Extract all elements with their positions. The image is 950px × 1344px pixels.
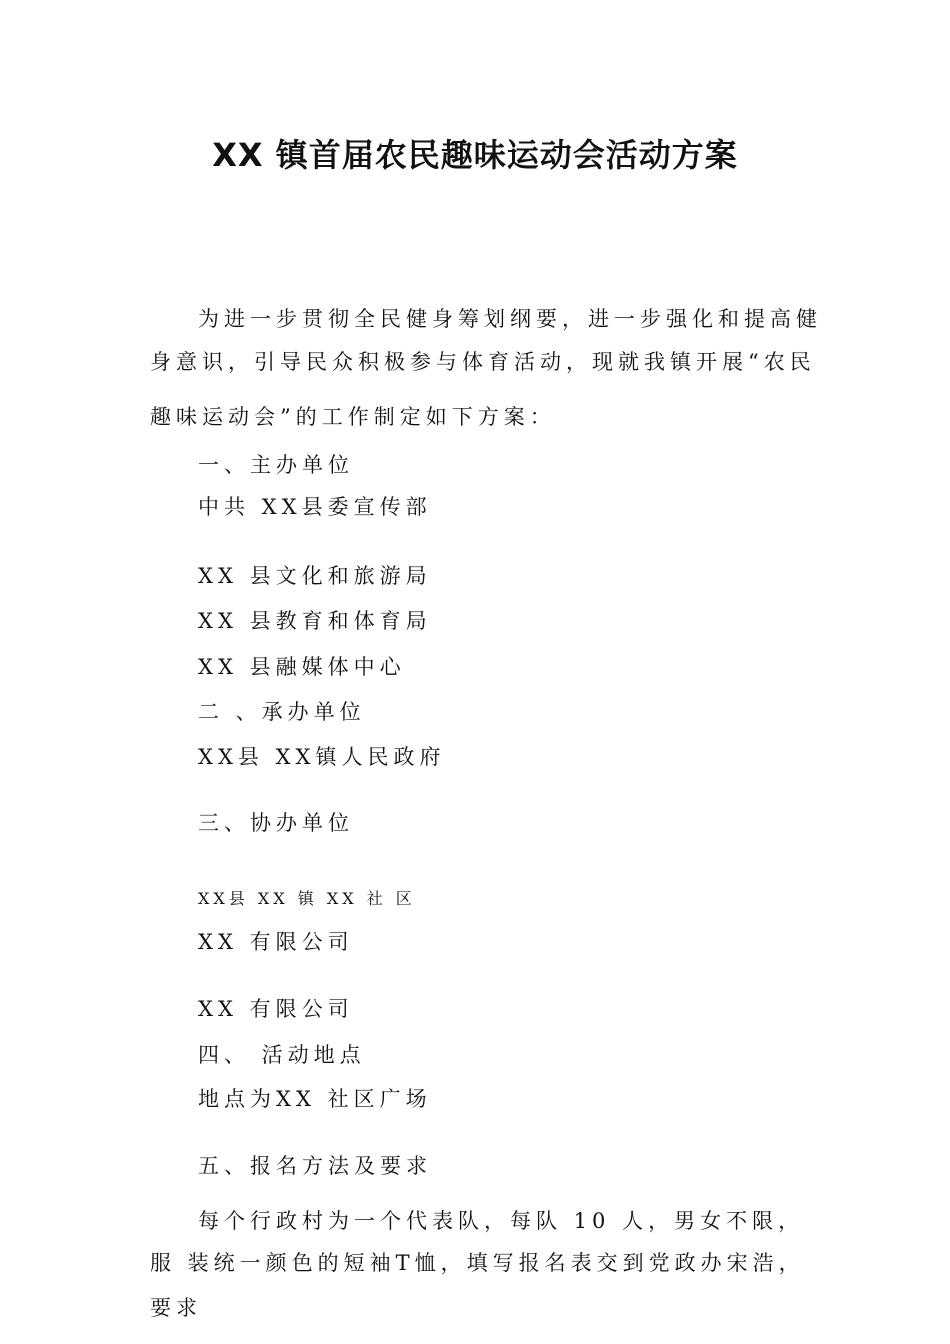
section1-item-2: XX 县文化和旅游局 [198, 564, 432, 588]
section5-paragraph-line-3: 要求 [150, 1296, 202, 1320]
section5-paragraph-line-1: 每个行政村为一个代表队，每队 10 人，男女不限， [198, 1209, 805, 1233]
section3-item-2: XX 有限公司 [198, 930, 354, 954]
section5-paragraph-line-2: 服 装统一颜色的短袖T恤，填写报名表交到党政办宋浩， [150, 1251, 805, 1275]
intro-line-1: 为进一步贯彻全民健身筹划纲要，进一步强化和提高健 [198, 307, 822, 331]
document-title: XX 镇首届农民趣味运动会活动方案 [212, 136, 738, 174]
section2-item-1: XX县 XX镇人民政府 [198, 745, 446, 769]
section1-heading: 一、主办单位 [198, 453, 354, 477]
section4-item-1: 地点为XX 社区广场 [198, 1087, 432, 1111]
section1-item-4: XX 县融媒体中心 [198, 655, 406, 679]
intro-line-3: 趣味运动会”的工作制定如下方案： [150, 405, 556, 429]
section3-item-3: XX 有限公司 [198, 997, 354, 1021]
section5-heading: 五、报名方法及要求 [198, 1154, 432, 1178]
intro-line-2: 身意识，引导民众积极参与体育活动，现就我镇开展“农民 [150, 350, 816, 374]
section3-heading: 三、协办单位 [198, 811, 354, 835]
section1-item-3: XX 县教育和体育局 [198, 609, 432, 633]
section1-item-1: 中共 XX县委宣传部 [198, 495, 432, 519]
section2-heading: 二 、承办单位 [198, 700, 366, 724]
section4-heading: 四、 活动地点 [198, 1043, 366, 1067]
section3-item-1: XX县 XX 镇 XX 社 区 [198, 889, 416, 908]
